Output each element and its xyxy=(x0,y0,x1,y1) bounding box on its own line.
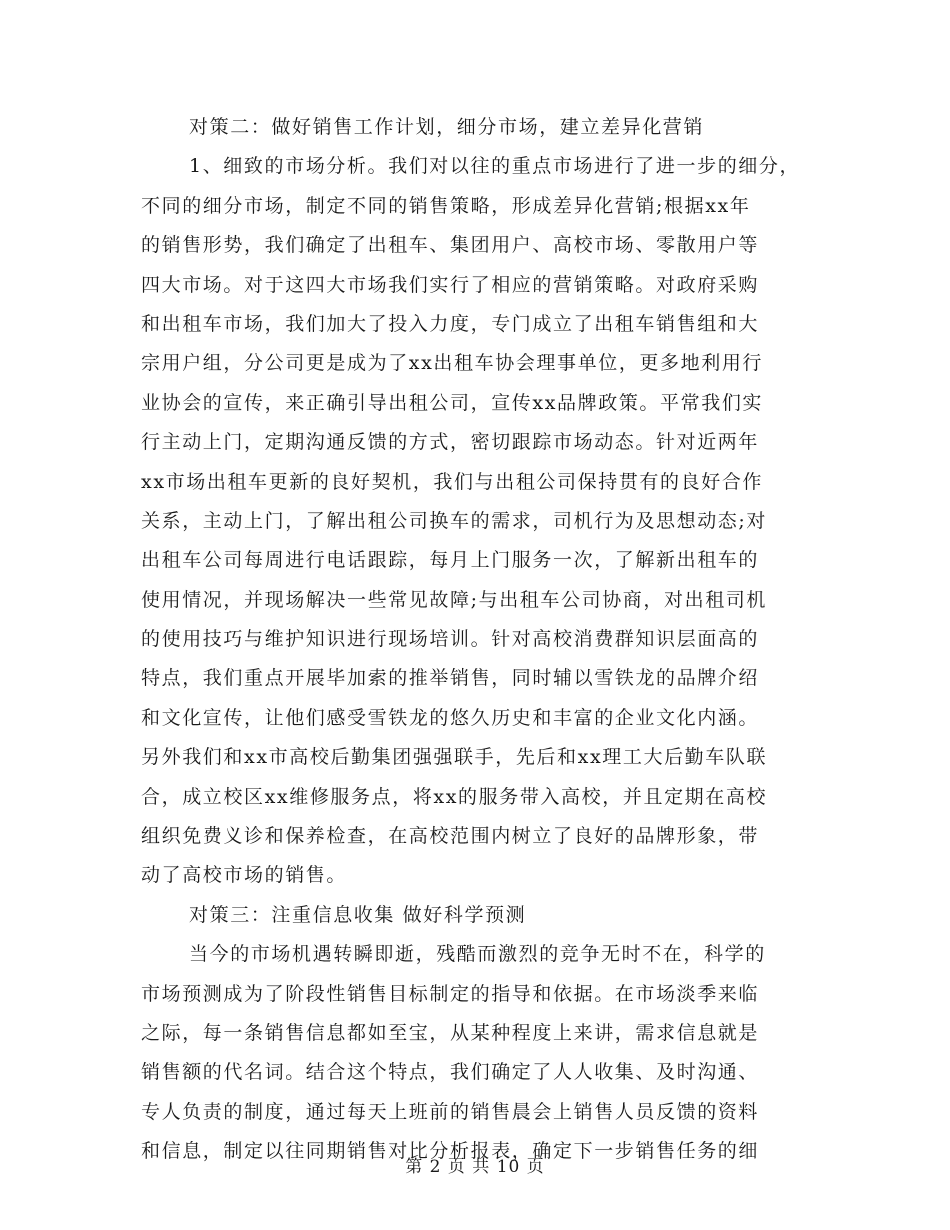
paragraph-line: 之际，每一条销售信息都如至宝，从某种程度上来讲，需求信息就是 xyxy=(141,1021,760,1044)
paragraph-line: 专人负责的制度，通过每天上班前的销售晨会上销售人员反馈的资料 xyxy=(141,1100,760,1123)
paragraph-line: 和信息，制定以往同期销售对比分析报表，确定下一步销售任务的细 xyxy=(141,1140,760,1163)
paragraph-line: 市场预测成为了阶段性销售目标制定的指导和依据。在市场淡季来临 xyxy=(141,982,760,1005)
paragraph-line: 合，成立校区xx维修服务点，将xx的服务带入高校，并且定期在高校 xyxy=(141,785,768,808)
paragraph-line: 宗用户组，分公司更是成为了xx出租车协会理事单位，更多地利用行 xyxy=(141,352,764,375)
paragraph-line: 组织免费义诊和保养检查，在高校范围内树立了良好的品牌形象，带 xyxy=(141,825,760,848)
paragraph-line: 不同的细分市场，制定不同的销售策略，形成差异化营销;根据xx年 xyxy=(141,194,751,217)
paragraph-line: 的使用技巧与维护知识进行现场培训。针对高校消费群知识层面高的 xyxy=(141,628,760,651)
paragraph-line: 业协会的宣传，来正确引导出租公司，宣传xx品牌政策。平常我们实 xyxy=(141,391,764,414)
paragraph-line: 四大市场。对于这四大市场我们实行了相应的营销策略。对政府采购 xyxy=(141,273,760,296)
paragraph-line: 另外我们和xx市高校后勤集团强强联手，先后和xx理工大后勤车队联 xyxy=(141,746,768,769)
paragraph-line: 动了高校市场的销售。 xyxy=(141,864,348,887)
document-body xyxy=(141,108,816,1172)
paragraph-line: 和出租车市场，我们加大了投入力度，专门成立了出租车销售组和大 xyxy=(141,312,760,335)
paragraph-line: 行主动上门，定期沟通反馈的方式，密切跟踪市场动态。针对近两年 xyxy=(141,431,760,454)
paragraph-line: xx市场出租车更新的良好契机，我们与出租公司保持贯有的良好合作 xyxy=(141,470,764,493)
paragraph-line: 当今的市场机遇转瞬即逝，残酷而激烈的竞争无时不在，科学的 xyxy=(189,943,766,966)
paragraph-line: 出租车公司每周进行电话跟踪，每月上门服务一次，了解新出租车的 xyxy=(141,549,760,572)
paragraph-line: 销售额的代名词。结合这个特点，我们确定了人人收集、及时沟通、 xyxy=(141,1061,760,1084)
heading-strategy-three: 对策三：注重信息收集 做好科学预测 xyxy=(189,903,527,926)
paragraph-line: 和文化宣传，让他们感受雪铁龙的悠久历史和丰富的企业文化内涵。 xyxy=(141,706,760,729)
paragraph-line: 1、细致的市场分析。我们对以往的重点市场进行了进一步的细分， xyxy=(189,155,801,178)
paragraph-line: 特点，我们重点开展毕加索的推举销售，同时辅以雪铁龙的品牌介绍 xyxy=(141,667,760,690)
paragraph-line: 关系，主动上门，了解出租公司换车的需求，司机行为及思想动态;对 xyxy=(141,509,768,532)
paragraph-line: 使用情况，并现场解决一些常见故障;与出租车公司协商，对出租司机 xyxy=(141,588,768,611)
page-number-footer: 第 2 页 共 10 页 xyxy=(405,1157,545,1177)
heading-strategy-two: 对策二：做好销售工作计划，细分市场，建立差异化营销 xyxy=(189,116,705,138)
paragraph-line: 的销售形势，我们确定了出租车、集团用户、高校市场、零散用户等 xyxy=(141,234,760,257)
